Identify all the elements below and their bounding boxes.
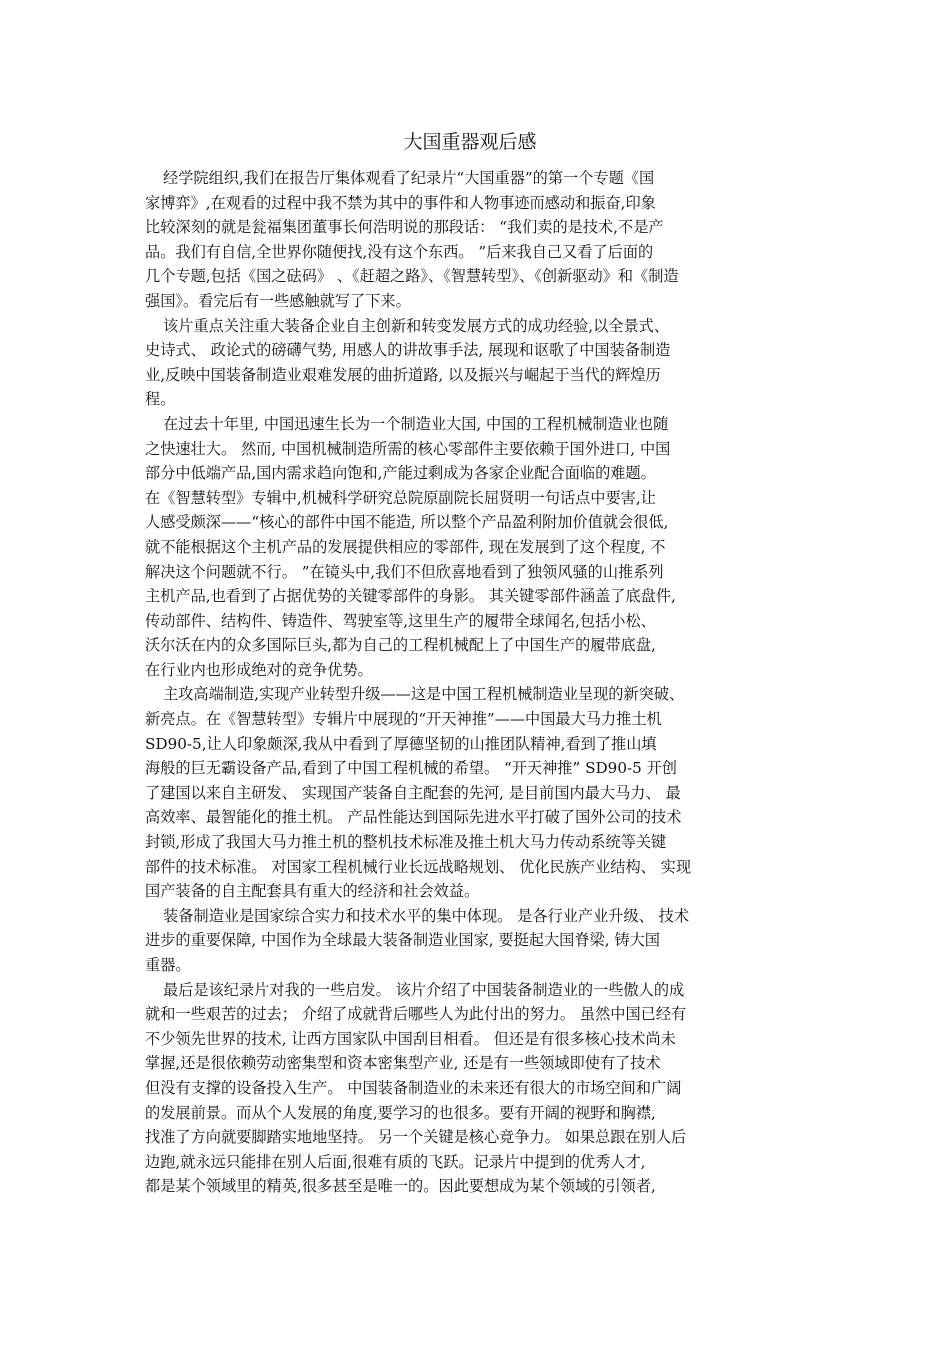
text-line: 海般的巨无霸设备产品,看到了中国工程机械的希望。 “开天神推” SD90-5 开创 [145, 759, 677, 778]
text-line: 主攻高端制造,实现产业转型升级——这是中国工程机械制造业呈现的新突破、 [163, 685, 685, 704]
text-line: 强国》。看完后有一些感触就写了下来。 [145, 291, 411, 310]
text-line: 业,反映中国装备制造业艰难发展的曲折道路, 以及振兴与崛起于当代的辉煌历 [145, 365, 661, 384]
text-line: 解决这个问题就不行。 ”在镜头中,我们不但欣喜地看到了独领风骚的山推系列 [145, 562, 664, 581]
text-line: 几个专题,包括《国之砝码》 、《赶超之路》、《智慧转型》、《创新驱动》和《制造 [145, 267, 679, 286]
text-line: 沃尔沃在内的众多国际巨头,都为自己的工程机械配上了中国生产的履带底盘, [145, 636, 656, 655]
text-line: 找准了方向就要脚踏实地地坚持。 另一个关键是核心竞争力。 如果总跟在别人后 [145, 1128, 687, 1147]
text-line: 在行业内也形成绝对的竞争优势。 [145, 660, 373, 679]
text-line: 经学院组织,我们在报告厅集体观看了纪录片“大国重器”的第一个专题《国 [163, 169, 655, 187]
text-line: 重器。 [145, 956, 191, 974]
document-title: 大国重器观后感 [403, 131, 537, 153]
text-line: 程。 [145, 390, 176, 409]
text-line: 封锁,形成了我国大马力推土机的整机技术标准及推土机大马力传动系统等关键 [145, 833, 667, 852]
text-line: 进步的重要保障, 中国作为全球最大装备制造业国家, 要挺起大国脊梁, 铸大国 [145, 931, 660, 950]
text-line: 史诗式、 政论式的磅礴气势, 用感人的讲故事手法, 展现和讴歌了中国装备制造 [145, 341, 671, 360]
text-line: 装备制造业是国家综合实力和技术水平的集中体现。 是各行业产业升级、 技术 [163, 906, 690, 925]
text-line: 该片重点关注重大装备企业自主创新和转变发展方式的成功经验,以全景式、 [163, 316, 670, 335]
text-line: 就不能根据这个主机产品的发展提供相应的零部件, 现在发展到了这个程度, 不 [145, 537, 666, 556]
text-line: 新亮点。在《智慧转型》专辑片中展现的“开天神推”——中国最大马力推土机 [145, 710, 662, 729]
text-line: 品。我们有自信,全世界你随便找,没有这个东西。 ”后来我自己又看了后面的 [145, 242, 654, 261]
text-line: 都是某个领域里的精英,很多甚至是唯一的。因此要想成为某个领域的引领者, [145, 1177, 656, 1196]
text-line: 高效率、最智能化的推土机。 产品性能达到国际先进水平打破了国外公司的技术 [145, 808, 682, 827]
text-line: 了建国以来自主研发、 实现国产装备自主配套的先河, 是目前国内最大马力、 最 [145, 783, 681, 802]
text-line: 国产装备的自主配套具有重大的经济和社会效益。 [145, 882, 480, 901]
text-line: 在过去十年里, 中国迅速生长为一个制造业大国, 中国的工程机械制造业也随 [163, 414, 669, 433]
text-line: 比较深刻的就是瓮福集团董事长何浩明说的那段话： “我们卖的是技术,不是产 [145, 218, 664, 237]
text-line: 部分中低端产品,国内需求趋向饱和,产能过剩成为各家企业配合面临的难题。 [145, 464, 656, 483]
text-line: 部件的技术标准。 对国家工程机械行业长远战略规划、 优化民族产业结构、 实现 [145, 857, 692, 876]
text-line: SD90-5,让人印象颇深,我从中看到了厚德坚韧的山推团队精神,看到了推山填 [145, 734, 657, 753]
text-line: 之快速壮大。 然而, 中国机械制造所需的核心零部件主要依赖于国外进口, 中国 [145, 439, 671, 458]
text-line: 就和一些艰苦的过去； 介绍了成就背后哪些人为此付出的努力。 虽然中国已经有 [145, 1005, 687, 1024]
text-line: 不少领先世界的技术, 让西方国家队中国刮目相看。 但还是有很多核心技术尚未 [145, 1029, 676, 1048]
text-line: 主机产品,也看到了占据优势的关键零部件的身影。 其关键零部件涵盖了底盘件, [145, 587, 676, 606]
text-line: 家博弈》,在观看的过程中我不禁为其中的事件和人物事迹而感动和振奋,印象 [145, 193, 656, 212]
text-line: 掌握,还是很依赖劳动密集型和资本密集型产业, 还是有一些领域即使有了技术 [145, 1054, 661, 1073]
text-line: 最后是该纪录片对我的一些启发。 该片介绍了中国装备制造业的一些傲人的成 [163, 980, 685, 999]
text-line: 但没有支撑的设备投入生产。 中国装备制造业的未来还有很大的市场空间和广阔 [145, 1078, 682, 1097]
text-line: 在《智慧转型》专辑中,机械科学研究总院原副院长屈贤明一句话点中要害,让 [145, 488, 656, 507]
text-line: 边跑,就永远只能排在别人后面,很难有质的飞跃。记录片中提到的优秀人才, [145, 1152, 646, 1171]
text-line: 传动部件、结构件、铸造件、驾驶室等,这里生产的履带全球闻名,包括小松、 [145, 611, 656, 630]
document-body [145, 166, 815, 1199]
text-line: 人感受颇深——“核心的部件中国不能造, 所以整个产品盈利附加价值就会很低, [145, 513, 669, 532]
text-line: 的发展前景。而从个人发展的角度,要学习的也很多。要有开阔的视野和胸襟, [145, 1103, 656, 1122]
